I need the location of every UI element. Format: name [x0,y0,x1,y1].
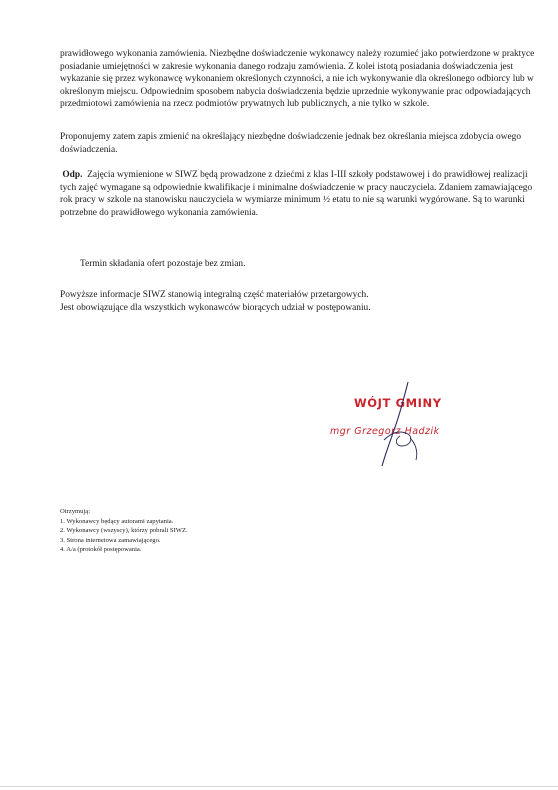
recipients-heading: Otrzymują: [60,508,91,515]
paragraph-experience-definition: prawidłowego wykonania zamówienia. Niezbędne doświadczenie wykonawcy należy rozumieć jako potwierdzone w praktyce posiadanie umiejętności w zakresie wykonania danego rodzaju zamówienia. Z kolei istotą posiadania doświadczenia jest wykazanie się przez wykonawcę wykonaniem określonych czynności, a nie ich wykonywanie dla określonego odbiorcy lub w określonym miejscu. Odpowiednim sposobem nabycia doświadczenia będzie uprzednie wykonywanie prac odpowiadających przedmiotowi zamówienia na rzecz podmiotów prywatnych lub publicznych, a nie tylko w szkole. [60,49,535,110]
deadline-note: Termin składania ofert pozostaje bez zmian. [80,259,246,269]
answer-text: Zajęcia wymienione w SIWZ będą prowadzone z dziećmi z klas I-III szkoły podstawowej i do prawidłowej realizacji tych zajęć wymagane są odpowiednie kwalifikacje i minimalne doświadczenie w pracy nauczyciela. Zdaniem zamawiającego rok pracy w szkole na stanowisku nauczyciela w wymiarze minimum ½ etatu to nie są warunki wygórowane. Są to warunki potrzebne do prawidłowego wykonania zamówienia. [60,170,533,218]
signature-stamp [330,380,530,470]
paragraph-proposal: Proponujemy zatem zapis zmienić na określający niezbędne doświadczenie jednak bez określania miejsca zdobycia owego doświadczenia. [60,132,522,155]
signature-name: mgr Grzegorz Hadzik [330,426,440,437]
closing-statement [60,289,536,314]
page-edge-divider [0,786,558,787]
recipient-item: 4. A/a (protokół postępowania. [60,546,142,554]
closing-line-1: Powyższe informacje SIWZ stanowią integralną część materiałów przetargowych. [60,290,369,300]
recipient-item: 3. Strona internetowa zamawiającego. [60,536,161,544]
signature-title: WÓJT GMINY [354,396,442,410]
recipients-list [60,507,360,555]
paragraph-answer [60,169,536,219]
recipients-items [60,517,360,555]
recipient-item: 2. Wykonawcy (wszyscy), którzy pobrali SIWZ. [60,527,188,535]
recipient-item: 1. Wykonawcy będący autorami zapytania. [60,517,174,525]
answer-label: Odp. [62,170,83,180]
handwritten-signature-icon [370,380,430,470]
closing-line-2: Jest obowiązujące dla wszystkich wykonawców biorących udział w postępowaniu. [60,302,371,313]
